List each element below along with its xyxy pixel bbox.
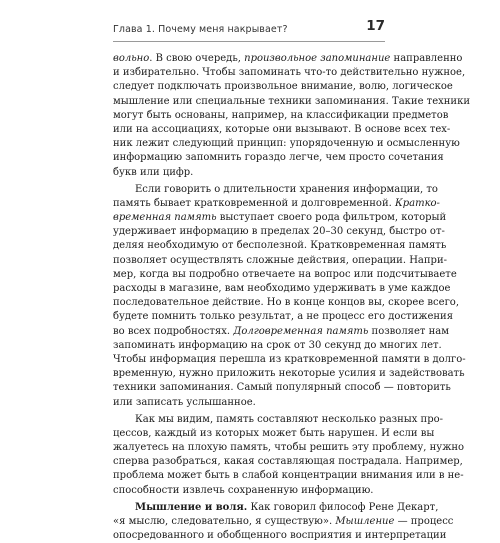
text-line: [113, 413, 444, 427]
text-line: [113, 225, 445, 239]
text-line: [113, 109, 449, 123]
text-run: будете помнить только результат, а не процесс его достижения: [113, 311, 453, 323]
text-run: букв или цифр.: [113, 166, 194, 178]
text-line: [113, 239, 447, 253]
text-run: позволяет осуществлять сложные действия, операции. Напри-: [113, 254, 447, 266]
text-run: запоминать информацию на срок от 30 секунд до многих лет.: [113, 339, 442, 351]
text-run: проблема может быть в слабой концентрации внимания или в не-: [113, 470, 464, 482]
header-divider: [113, 41, 385, 42]
text-run: Как говорил философ Рене Декарт,: [247, 501, 439, 513]
text-run: могут быть основаны, например, на классификации предметов: [113, 109, 449, 121]
text-line: [113, 66, 466, 80]
text-run: направленно: [390, 53, 463, 64]
emphasized-term: вольно: [113, 53, 150, 64]
text-run: сперва разобраться, какая составляющая пострадала. Например,: [113, 456, 463, 468]
text-line: [113, 137, 460, 151]
text-run: мышление или специальные техники запоминания. Такие техники: [113, 95, 471, 107]
text-line: [113, 381, 451, 395]
page-number: 17: [366, 18, 385, 34]
text-line: [113, 151, 444, 165]
emphasized-term: временная память: [113, 212, 217, 224]
text-run: . В свою очередь,: [149, 53, 245, 64]
text-run: временную, нужно приложить некоторые усилия и задействовать: [113, 368, 465, 380]
text-run: мер, когда вы подробно отвечаете на вопрос или подсчитываете: [113, 268, 457, 280]
text-line: [113, 501, 439, 515]
text-run: жалуетесь на плохую память, чтобы решить эту проблему, нужно: [113, 442, 465, 454]
text-run: удерживает информацию в пределах 20–30 секунд, быстро от-: [113, 226, 445, 238]
text-line: [113, 469, 464, 483]
text-line: [113, 339, 442, 353]
text-run: цессов, каждый из которых может быть нарушен. И если вы: [113, 427, 435, 439]
text-line: [113, 268, 457, 282]
text-line: [113, 296, 460, 310]
running-header: [113, 18, 385, 38]
text-line: [113, 484, 385, 498]
text-run: Как мы видим, память составляют несколько разных про-: [135, 413, 444, 425]
text-line: [113, 353, 466, 367]
text-run: или на ассоциациях, которые они вызывают. В основе всех тех-: [113, 123, 451, 135]
chapter-title: Глава 1. Почему меня накрывает?: [113, 24, 288, 35]
text-line: [113, 441, 465, 455]
text-line: [113, 367, 465, 381]
text-line: [113, 166, 385, 180]
text-line: [113, 80, 453, 94]
text-line: [113, 183, 438, 197]
text-run: деляя необходимую от бесполезной. Кратковременная память: [113, 240, 447, 252]
text-line: [113, 254, 447, 268]
body-text: [113, 52, 471, 543]
text-line: [113, 310, 453, 324]
emphasized-term: произвольное запоминание: [244, 53, 391, 64]
text-run: или записать услышанное.: [113, 396, 256, 408]
emphasized-term: Долговременная память: [233, 325, 369, 337]
text-run: позволяет нам: [368, 325, 450, 337]
text-run: способности извлечь сохраненную информацию.: [113, 484, 374, 496]
text-line: [113, 211, 447, 225]
text-run: следует подключать произвольное внимание, волю, логическое: [113, 81, 453, 93]
text-run: расходы в магазине, вам необходимо удерживать в уме каждое: [113, 283, 451, 294]
emphasized-term: Мышление: [335, 516, 395, 527]
text-run: и избирательно. Чтобы запоминать что-то действительно нужное,: [113, 67, 466, 79]
text-run: во всех подробностях.: [113, 325, 234, 337]
run-in-heading: Мышление и воля.: [135, 501, 248, 513]
text-run: последовательное действие. Но в конце концов вы, скорее всего,: [113, 297, 460, 309]
text-line: [113, 282, 451, 296]
text-line: [113, 455, 463, 469]
text-run: информацию запомнить гораздо легче, чем просто сочетания: [113, 152, 444, 164]
text-run: Если говорить о длительности хранения информации, то: [135, 183, 438, 195]
text-line: [113, 123, 451, 137]
text-run: ник лежит следующий принцип: упорядоченную и осмысленную: [113, 138, 460, 150]
text-line: [113, 95, 471, 109]
text-run: память бывает кратковременной и долговременной.: [113, 197, 395, 209]
text-run: техники запоминания. Самый популярный способ — повторить: [113, 382, 451, 394]
text-run: «я мыслю, следовательно, я существую».: [113, 516, 336, 527]
text-line: [113, 427, 435, 441]
text-run: Чтобы информация перешла из кратковременной памяти в долго-: [113, 353, 466, 365]
text-line: [113, 529, 447, 543]
emphasized-term: Кратко-: [394, 197, 440, 209]
text-run: опосредованного и обобщенного восприятия и интерпретации: [113, 530, 447, 542]
text-line: [113, 396, 385, 410]
text-run: — процесс: [394, 516, 454, 527]
text-line: [113, 52, 463, 66]
text-line: [113, 197, 440, 211]
text-line: [113, 325, 450, 339]
text-line: [113, 515, 454, 529]
text-run: выступает своего рода фильтром, который: [216, 212, 447, 224]
